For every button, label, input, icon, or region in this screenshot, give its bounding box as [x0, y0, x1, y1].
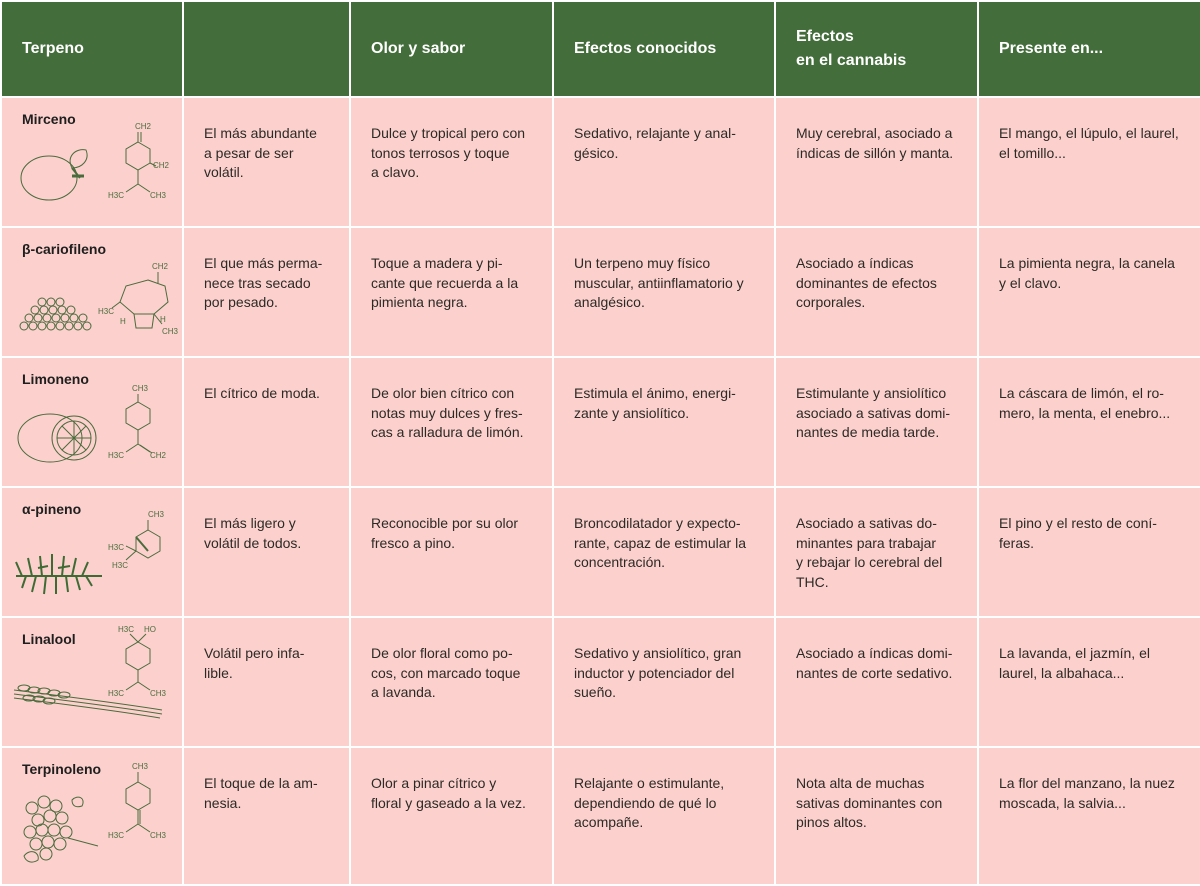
description-cell [183, 617, 350, 747]
molecule-label: CH3 [148, 510, 165, 519]
text-line: a pesar de ser [204, 144, 294, 161]
text-line: El pino y el resto de coní- [999, 515, 1157, 531]
olor-cell [350, 747, 553, 885]
text-line: inductor y potenciador del [574, 664, 735, 681]
terpene-cell [1, 97, 183, 227]
olor-cell [350, 617, 553, 747]
molecule-label: H3C [108, 543, 125, 552]
efectos-cell [553, 617, 775, 747]
cannabis-cell [775, 747, 978, 885]
molecule-label: CH2 [150, 451, 167, 460]
text-line: La cáscara de limón, el ro- [999, 385, 1164, 401]
text-line: El más abundante [204, 125, 317, 141]
text-line: fresco a pino. [371, 534, 456, 551]
text-line: tonos terrosos y toque [371, 144, 510, 161]
text-line: La pimienta negra, la canela [999, 255, 1175, 271]
molecule-label: H3C [108, 689, 125, 698]
text-line: pinos altos. [796, 814, 867, 830]
text-line: El mango, el lúpulo, el laurel, [999, 125, 1179, 141]
text-line: y el clavo. [999, 274, 1062, 291]
text-line: Estimula el ánimo, energi- [574, 385, 736, 401]
table-row [1, 227, 1200, 357]
terpene-cell [1, 357, 183, 487]
cannabis-cell [775, 357, 978, 487]
text-line: dependiendo de qué lo [574, 794, 717, 811]
terpene-name: Linalool [22, 631, 76, 647]
presente-cell [978, 227, 1200, 357]
molecule-label: CH2 [153, 161, 170, 170]
text-line: a lavanda. [371, 684, 436, 700]
molecule-icon [108, 762, 167, 840]
text-line: Dulce y tropical pero con [371, 125, 526, 141]
header-efectos-conocidos: Efectos conocidos [553, 1, 775, 97]
text-line: rante, capaz de estimular la [574, 534, 746, 551]
text-line: por pesado. [204, 294, 278, 310]
presente-cell [978, 357, 1200, 487]
molecule-label: CH3 [150, 831, 167, 840]
text-line: Relajante o estimulante, [574, 775, 725, 791]
text-line: mero, la menta, el enebro... [999, 404, 1171, 421]
header-efectos-cannabis-line1: Efectos [796, 28, 854, 45]
text-line: y rebajar lo cerebral del [796, 554, 943, 570]
header-olor-sabor: Olor y sabor [350, 1, 553, 97]
text-line: feras. [999, 534, 1035, 551]
text-line: laurel, la albahaca... [999, 664, 1125, 681]
text-line: nantes de corte sedativo. [796, 664, 953, 681]
text-line: Asociado a sativas do- [796, 515, 937, 531]
text-line: La lavanda, el jazmín, el [999, 645, 1150, 661]
molecule-label: H3C [108, 831, 125, 840]
molecule-label: H3C [108, 191, 125, 200]
text-line: analgésico. [574, 294, 645, 310]
molecule-label: H [120, 317, 126, 326]
text-line: Toque a madera y pi- [371, 255, 503, 271]
molecule-icon [108, 122, 170, 200]
text-line: El cítrico de moda. [204, 385, 320, 401]
text-line: zante y ansiolítico. [574, 404, 690, 421]
presente-cell [978, 617, 1200, 747]
text-line: pimienta negra. [371, 294, 468, 310]
cannabis-cell [775, 227, 978, 357]
text-line: cante que recuerda a la [371, 274, 519, 291]
olor-cell [350, 97, 553, 227]
terpene-cell [1, 747, 183, 885]
text-line: El toque de la am- [204, 775, 318, 791]
molecule-label: H3C [108, 451, 125, 460]
text-line: THC. [796, 573, 829, 590]
header-efectos-cannabis-line2: en el cannabis [796, 52, 907, 69]
text-line: nantes de media tarde. [796, 424, 940, 440]
text-line: minantes para trabajar [796, 534, 937, 551]
text-line: nece tras secado [204, 274, 311, 291]
text-line: asociado a sativas domi- [796, 404, 951, 421]
molecule-label: CH3 [150, 689, 167, 698]
description-cell [183, 97, 350, 227]
text-line: Sedativo y ansiolítico, gran [574, 645, 742, 661]
text-line: volátil de todos. [204, 534, 302, 551]
text-line: Sedativo, relajante y anal- [574, 125, 736, 141]
table-body [1, 97, 1200, 885]
efectos-cell [553, 97, 775, 227]
text-line: Asociado a índicas domi- [796, 645, 953, 661]
table-row [1, 487, 1200, 617]
text-line: El que más perma- [204, 255, 323, 271]
text-line: lible. [204, 664, 233, 681]
molecule-icon [108, 625, 167, 698]
text-line: índicas de sillón y manta. [796, 144, 954, 161]
text-line: muscular, antiinflamatorio y [574, 274, 744, 291]
text-line: cos, con marcado toque [371, 664, 521, 681]
text-line: Un terpeno muy físico [574, 255, 711, 271]
terpene-name: Limoneno [22, 371, 89, 387]
description-cell [183, 747, 350, 885]
text-line: acompañe. [574, 814, 644, 830]
terpene-name: β-cariofileno [22, 241, 106, 257]
molecule-icon [108, 510, 165, 570]
efectos-cell [553, 747, 775, 885]
text-line: gésico. [574, 144, 619, 161]
efectos-cell [553, 357, 775, 487]
description-cell [183, 357, 350, 487]
text-line: De olor floral como po- [371, 645, 513, 661]
cannabis-cell [775, 487, 978, 617]
text-line: cas a ralladura de limón. [371, 424, 524, 440]
molecule-label: CH2 [152, 262, 169, 271]
text-line: el tomillo... [999, 144, 1066, 161]
molecule-label: H [160, 315, 166, 324]
molecule-label: CH3 [162, 327, 179, 336]
header-presente-en: Presente en... [978, 1, 1200, 97]
leaf-fruit-icon [21, 150, 87, 200]
molecule-label: H3C [118, 625, 135, 634]
presente-cell [978, 487, 1200, 617]
molecule-label: H3C [98, 307, 115, 316]
text-line: Reconocible por su olor [371, 515, 519, 531]
table-row [1, 357, 1200, 487]
text-line: Asociado a índicas [796, 255, 914, 271]
text-line: La flor del manzano, la nuez [999, 775, 1175, 791]
text-line: volátil. [204, 164, 244, 180]
flower-cluster-icon [24, 796, 98, 862]
table-header [1, 1, 1200, 97]
terpene-name: α-pineno [22, 501, 82, 517]
text-line: sueño. [574, 684, 617, 700]
text-line: Volátil pero infa- [204, 645, 305, 661]
molecule-label: CH3 [132, 384, 149, 393]
peppercorns-icon [20, 298, 91, 330]
cannabis-cell [775, 617, 978, 747]
text-line: floral y gaseado a la vez. [371, 794, 526, 811]
text-line: a clavo. [371, 164, 420, 180]
header-row [1, 1, 1200, 97]
terpene-cell [1, 227, 183, 357]
molecule-icon [108, 384, 167, 460]
header-efectos-cannabis [775, 1, 978, 97]
text-line: Muy cerebral, asociado a [796, 125, 953, 141]
header-terpeno: Terpeno [1, 1, 183, 97]
header-blank [183, 1, 350, 97]
olor-cell [350, 227, 553, 357]
table-row [1, 97, 1200, 227]
molecule-label: CH3 [132, 762, 149, 771]
description-cell [183, 227, 350, 357]
text-line: El más ligero y [204, 515, 296, 531]
text-line: nesia. [204, 794, 242, 811]
text-line: moscada, la salvia... [999, 794, 1126, 811]
text-line: Estimulante y ansiolítico [796, 385, 947, 401]
description-cell [183, 487, 350, 617]
text-line: notas muy dulces y fres- [371, 404, 523, 421]
molecule-label: CH2 [135, 122, 152, 131]
text-line: sativas dominantes con [796, 794, 943, 811]
table-row [1, 747, 1200, 885]
molecule-label: HO [144, 625, 156, 634]
text-line: dominantes de efectos [796, 274, 937, 291]
terpene-name: Mirceno [22, 111, 76, 127]
pine-branch-icon [16, 554, 102, 594]
terpene-cell [1, 617, 183, 747]
cannabis-cell [775, 97, 978, 227]
olor-cell [350, 487, 553, 617]
efectos-cell [553, 487, 775, 617]
text-line: Nota alta de muchas [796, 775, 925, 791]
text-line: corporales. [796, 294, 866, 310]
text-line: Broncodilatador y expecto- [574, 515, 741, 531]
olor-cell [350, 357, 553, 487]
presente-cell [978, 97, 1200, 227]
lavender-icon [14, 685, 162, 718]
table-row [1, 617, 1200, 747]
terpene-cell [1, 487, 183, 617]
molecule-icon [98, 262, 179, 336]
text-line: De olor bien cítrico con [371, 385, 515, 401]
molecule-label: H3C [112, 561, 129, 570]
lemon-icon [18, 414, 96, 462]
text-line: Olor a pinar cítrico y [371, 775, 497, 791]
efectos-cell [553, 227, 775, 357]
text-line: concentración. [574, 554, 666, 570]
terpene-name: Terpinoleno [22, 761, 102, 777]
presente-cell [978, 747, 1200, 885]
molecule-label: CH3 [150, 191, 167, 200]
